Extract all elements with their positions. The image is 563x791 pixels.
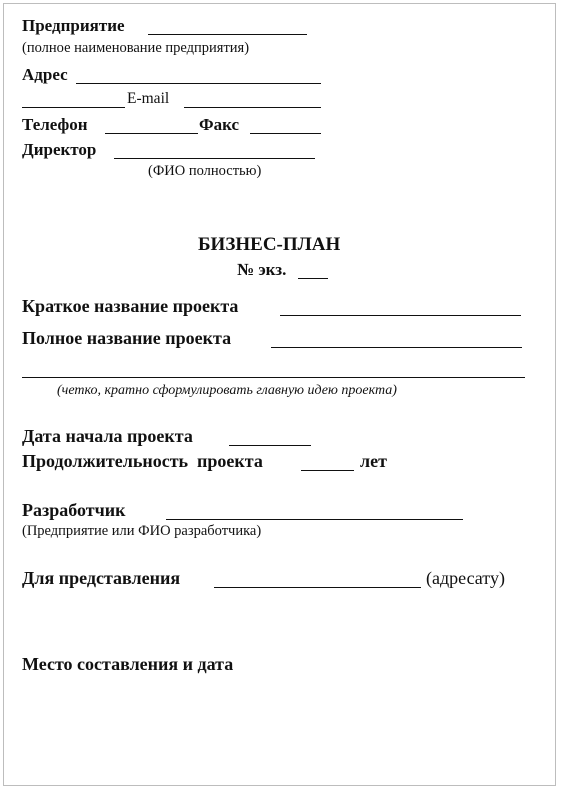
- duration-field-line: [301, 470, 354, 471]
- developer-hint: (Предприятие или ФИО разработчика): [22, 523, 262, 539]
- copy-number-label: № экз.: [237, 260, 287, 279]
- address-field-line: [76, 83, 321, 84]
- director-label: Директор: [22, 140, 97, 159]
- place-date-label: Место составления и дата: [22, 654, 234, 674]
- submission-label: Для представления: [22, 568, 181, 588]
- full-project-name-field-line: [271, 347, 522, 348]
- email-label: E-mail: [127, 90, 170, 107]
- submission-suffix: (адресату): [426, 568, 505, 588]
- copy-number-field-line: [298, 278, 328, 279]
- email-field-line: [184, 107, 321, 108]
- short-project-name-label: Краткое название проекта: [22, 296, 239, 316]
- developer-label: Разработчик: [22, 500, 126, 520]
- duration-unit: лет: [360, 451, 387, 471]
- start-date-label: Дата начала проекта: [22, 426, 193, 446]
- full-project-name-label: Полное название проекта: [22, 328, 232, 348]
- director-hint: (ФИО полностью): [148, 163, 262, 179]
- address-continuation-line: [22, 107, 125, 108]
- fax-label: Факс: [199, 115, 240, 134]
- project-idea-field-line: [22, 377, 525, 378]
- enterprise-field-line: [148, 34, 307, 35]
- director-field-line: [114, 158, 315, 159]
- start-date-field-line: [229, 445, 311, 446]
- phone-field-line: [105, 133, 198, 134]
- duration-label: Продолжительность проекта: [22, 451, 263, 471]
- enterprise-label: Предприятие: [22, 16, 125, 35]
- project-idea-hint: (четко, кратно сформулировать главную идею проекта): [57, 383, 397, 398]
- phone-label: Телефон: [22, 115, 88, 134]
- enterprise-hint: (полное наименование предприятия): [22, 40, 250, 56]
- address-label: Адрес: [22, 65, 68, 84]
- document-title: БИЗНЕС-ПЛАН: [198, 234, 341, 255]
- developer-field-line: [166, 519, 463, 520]
- short-project-name-field-line: [280, 315, 521, 316]
- fax-field-line: [250, 133, 321, 134]
- submission-field-line: [214, 587, 421, 588]
